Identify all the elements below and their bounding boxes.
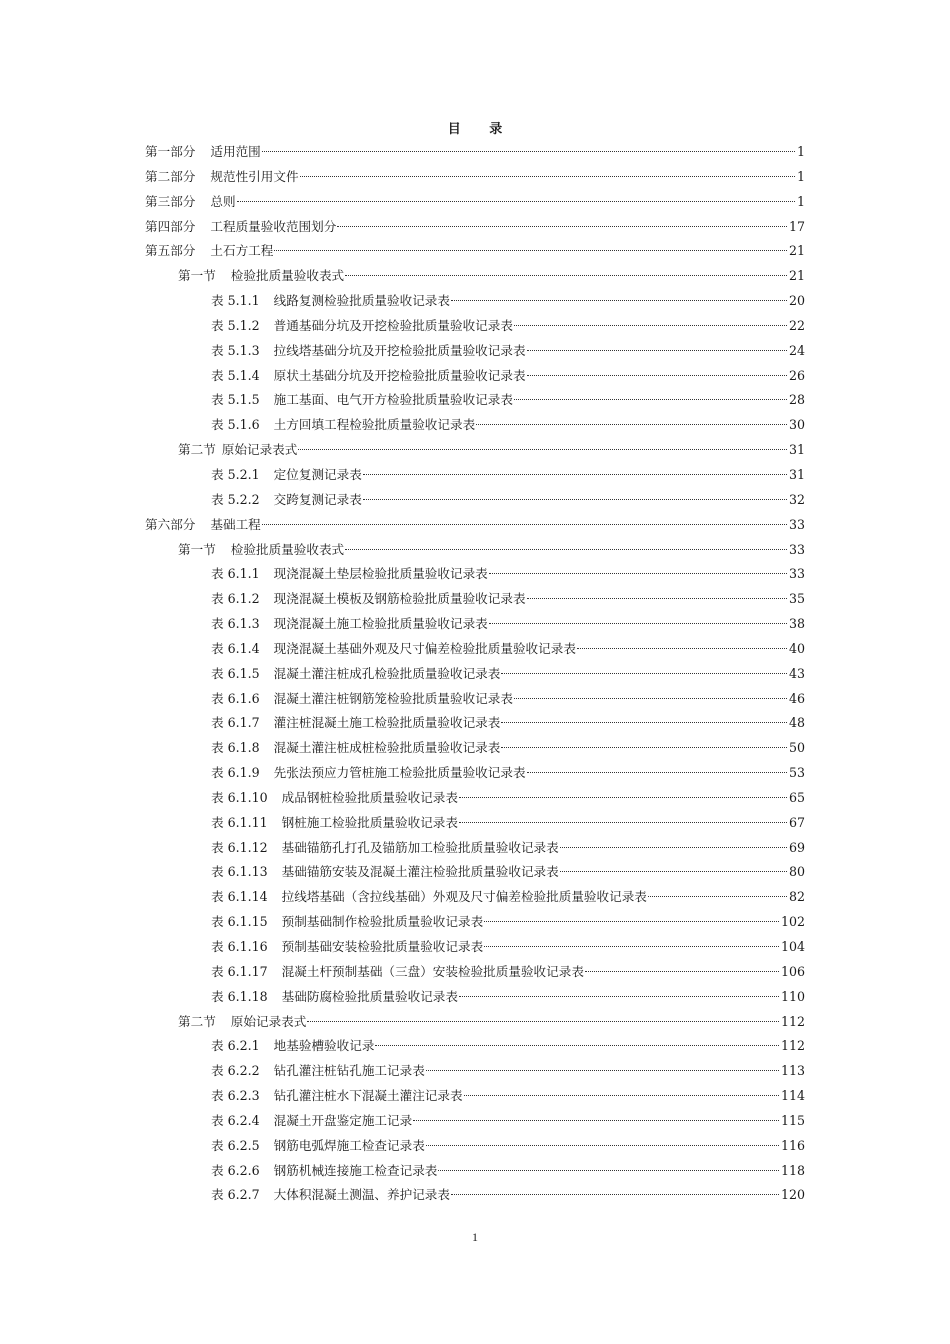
toc-entry[interactable]: [0, 388, 805, 413]
toc-entry[interactable]: [0, 513, 805, 538]
toc-entry-label: 先张法预应力管桩施工检验批质量验收记录表: [273, 765, 526, 781]
toc-entry[interactable]: [0, 339, 805, 364]
toc-entry-label: 交跨复测记录表: [273, 491, 362, 507]
toc-entry-label: 原始记录表式: [221, 442, 298, 458]
toc-entry-number: 表 5.1.4: [211, 367, 260, 383]
dot-leader: [262, 524, 787, 525]
dot-leader: [298, 449, 787, 450]
toc-entry-page: 1: [796, 193, 805, 209]
toc-entry-label: 钢筋电弧焊施工检查记录表: [273, 1137, 425, 1153]
dot-leader: [577, 648, 787, 649]
dot-leader: [438, 1170, 779, 1171]
toc-entry-page: 67: [788, 814, 805, 830]
toc-entry-page: 40: [788, 640, 805, 656]
toc-entry-page: 118: [780, 1162, 805, 1178]
dot-leader: [514, 698, 787, 699]
toc-entry-page: 43: [788, 665, 805, 681]
dot-leader: [648, 896, 787, 897]
toc-entry-page: 22: [788, 317, 805, 333]
toc-entry-number: 第二部分: [145, 168, 196, 184]
toc-entry-label: 灌注桩混凝土施工检验批质量验收记录表: [273, 715, 501, 731]
toc-entry[interactable]: [0, 463, 805, 488]
dot-leader: [337, 226, 787, 227]
toc-entry-page: 30: [788, 417, 805, 433]
toc-entry-page: 116: [780, 1137, 805, 1153]
toc-entry-page: 48: [788, 715, 805, 731]
toc-entry-label: 基础锚筋安装及混凝土灌注检验批质量验收记录表: [281, 864, 559, 880]
dot-leader: [527, 350, 787, 351]
toc-entry-label: 普通基础分坑及开挖检验批质量验收记录表: [273, 317, 513, 333]
toc-entry-number: 第二节: [178, 1013, 216, 1029]
toc-entry-label: 原状土基础分坑及开挖检验批质量验收记录表: [273, 367, 526, 383]
toc-entry[interactable]: [0, 836, 805, 861]
toc-entry-page: 31: [788, 442, 805, 458]
toc-entry-page: 21: [788, 268, 805, 284]
toc-entry-number: 第一节: [178, 268, 216, 284]
toc-entry-number: 表 6.2.5: [211, 1137, 260, 1153]
dot-leader: [489, 573, 787, 574]
toc-entry-page: 110: [780, 988, 805, 1004]
toc-entry-number: 表 6.1.15: [211, 914, 268, 930]
toc-entry-page: 114: [780, 1088, 805, 1104]
toc-entry-number: 表 5.1.6: [211, 417, 260, 433]
dot-leader: [514, 325, 787, 326]
toc-entry-number: 第六部分: [145, 516, 196, 532]
dot-leader: [585, 971, 779, 972]
toc-entry-label: 施工基面、电气开方检验批质量验收记录表: [273, 392, 513, 408]
toc-entry-label: 现浇混凝土施工检验批质量验收记录表: [273, 616, 488, 632]
toc-entry-page: 1: [796, 144, 805, 159]
dot-leader: [459, 822, 787, 823]
toc-entry-number: 表 6.2.6: [211, 1162, 260, 1178]
toc-entry-page: 46: [788, 690, 805, 706]
toc-entry-number: 表 6.1.6: [211, 690, 260, 706]
dot-leader: [527, 772, 787, 773]
toc-entry[interactable]: [0, 264, 805, 289]
toc-entry-page: 104: [780, 939, 805, 954]
toc-entry[interactable]: [0, 1134, 805, 1159]
toc-entry-page: 106: [780, 963, 805, 979]
toc-entry[interactable]: [0, 985, 805, 1010]
dot-leader: [363, 474, 787, 475]
toc-entry[interactable]: [0, 314, 805, 339]
toc-entry-page: 33: [788, 566, 805, 582]
toc-entry-number: 第五部分: [145, 243, 196, 259]
toc-entry-number: 表 6.1.17: [211, 963, 268, 979]
toc-entry-number: 表 5.2.1: [211, 466, 260, 482]
toc-entry[interactable]: [0, 687, 805, 712]
toc-entry-number: 表 6.1.2: [211, 591, 260, 607]
dot-leader: [484, 946, 779, 947]
toc-entry[interactable]: [0, 711, 805, 736]
toc-entry-number: 表 6.1.14: [211, 889, 268, 905]
toc-entry[interactable]: [0, 786, 805, 811]
toc-entry[interactable]: [0, 364, 805, 389]
toc-entry-label: 钢桩施工检验批质量验收记录表: [281, 814, 458, 830]
dot-leader: [560, 847, 787, 848]
toc-entry[interactable]: [0, 1034, 805, 1059]
toc-entry-number: 表 6.2.4: [211, 1112, 260, 1128]
toc-entry-number: 表 6.1.13: [211, 864, 268, 880]
toc-entry-label: 检验批质量验收表式: [230, 268, 345, 284]
dot-leader: [363, 499, 787, 500]
dot-leader: [413, 1120, 779, 1121]
toc-entry[interactable]: [0, 1109, 805, 1134]
dot-leader: [426, 1070, 779, 1071]
toc-entry[interactable]: [0, 910, 805, 935]
toc-entry[interactable]: [0, 1010, 805, 1035]
dot-leader: [489, 623, 787, 624]
toc-entry-page: 112: [780, 1038, 805, 1054]
toc-entry-page: 33: [788, 541, 805, 557]
toc-entry[interactable]: [0, 190, 805, 215]
dot-leader: [501, 673, 787, 674]
dot-leader: [262, 151, 795, 152]
toc-entry[interactable]: [0, 488, 805, 513]
toc-entry-number: 表 5.1.3: [211, 342, 260, 358]
toc-entry-number: 表 5.1.5: [211, 392, 260, 408]
toc-entry-number: 表 6.1.18: [211, 988, 268, 1004]
toc-entry-label: 地基验槽验收记录: [273, 1038, 375, 1054]
toc-entry-page: 53: [788, 765, 805, 781]
dot-leader: [345, 275, 787, 276]
toc-entry[interactable]: [0, 662, 805, 687]
toc-entry-page: 31: [788, 466, 805, 482]
toc-entry-number: 表 5.1.2: [211, 317, 260, 333]
toc-entry[interactable]: [0, 562, 805, 587]
toc-entry-page: 26: [788, 367, 805, 383]
toc-entry-label: 基础锚筋孔打孔及锚筋加工检验批质量验收记录表: [281, 839, 559, 855]
toc-entry[interactable]: [0, 1183, 805, 1208]
toc-entry-label: 工程质量验收范围划分: [210, 218, 337, 234]
dot-leader: [307, 1021, 779, 1022]
toc-entry[interactable]: [0, 587, 805, 612]
toc-entry-number: 表 6.1.8: [211, 740, 260, 756]
toc-entry-number: 表 6.1.12: [211, 839, 268, 855]
toc-entry[interactable]: [0, 612, 805, 637]
toc-entry-number: 表 6.2.1: [211, 1038, 260, 1054]
toc-entry-page: 32: [788, 491, 805, 507]
dot-leader: [560, 871, 787, 872]
toc-entry[interactable]: [0, 637, 805, 662]
toc-entry-page: 80: [788, 864, 805, 880]
toc-entry-number: 第三部分: [145, 193, 196, 209]
toc-entry-number: 表 6.1.9: [211, 765, 260, 781]
toc-entry-label: 混凝土灌注桩成孔检验批质量验收记录表: [273, 665, 501, 681]
dot-leader: [451, 300, 787, 301]
toc-entry[interactable]: [0, 960, 805, 985]
toc-entry-number: 表 6.1.7: [211, 715, 260, 731]
toc-entry-page: 20: [788, 293, 805, 309]
dot-leader: [476, 424, 787, 425]
toc-entry-page: 50: [788, 740, 805, 756]
toc-title: 目 录: [447, 122, 515, 137]
toc-entry-label: 拉线塔基础（含拉线基础）外观及尺寸偏差检验批质量验收记录表: [281, 889, 647, 905]
toc-entry-label: 拉线塔基础分坑及开挖检验批质量验收记录表: [273, 342, 526, 358]
toc-entry[interactable]: [0, 165, 805, 190]
toc-entry[interactable]: [0, 761, 805, 786]
toc-entry-number: 表 5.2.2: [211, 491, 260, 507]
toc-entry-page: 113: [780, 1063, 805, 1079]
toc-entry-label: 混凝土灌注桩成桩检验批质量验收记录表: [273, 740, 501, 756]
toc-entry-label: 线路复测检验批质量验收记录表: [273, 293, 450, 309]
toc-entry-label: 大体积混凝土测温、养护记录表: [273, 1187, 450, 1203]
dot-leader: [501, 747, 787, 748]
dot-leader: [464, 1095, 779, 1096]
page-number: 1: [472, 1230, 478, 1244]
toc-entry-label: 基础防腐检验批质量验收记录表: [281, 988, 458, 1004]
toc-entry-page: 17: [788, 218, 805, 234]
toc-entry-number: 表 6.1.1: [211, 566, 260, 582]
toc-entry[interactable]: [0, 1059, 805, 1084]
dot-leader: [345, 549, 787, 550]
toc-entry-label: 现浇混凝土模板及钢筋检验批质量验收记录表: [273, 591, 526, 607]
toc-entry-label: 土方回填工程检验批质量验收记录表: [273, 417, 476, 433]
toc-entry-label: 定位复测记录表: [273, 466, 362, 482]
toc-entry-label: 预制基础制作检验批质量验收记录表: [281, 914, 484, 930]
dot-leader: [451, 1194, 779, 1195]
toc-entry-number: 表 6.2.3: [211, 1088, 260, 1104]
toc-entry[interactable]: [0, 413, 805, 438]
toc-entry[interactable]: [0, 215, 805, 240]
toc-entry[interactable]: [0, 860, 805, 885]
toc-entry-number: 表 6.1.4: [211, 640, 260, 656]
dot-leader: [501, 722, 787, 723]
toc-entry-page: 38: [788, 616, 805, 632]
toc-entry-page: 112: [780, 1013, 805, 1029]
toc-entry[interactable]: [0, 935, 805, 960]
dot-leader: [514, 399, 787, 400]
toc-entry[interactable]: [0, 289, 805, 314]
toc-entry[interactable]: [0, 438, 805, 463]
toc-entry-page: 115: [780, 1112, 805, 1128]
toc-entry-number: 表 6.1.11: [211, 814, 268, 830]
toc-entry-label: 现浇混凝土垫层检验批质量验收记录表: [273, 566, 488, 582]
toc-entry-page: 24: [788, 342, 805, 358]
toc-entry-number: 第四部分: [145, 218, 196, 234]
dot-leader: [527, 598, 787, 599]
toc-entry[interactable]: [0, 538, 805, 563]
toc-entry-label: 钢筋机械连接施工检查记录表: [273, 1162, 438, 1178]
toc-entry-number: 表 5.1.1: [211, 293, 260, 309]
toc-entry-number: 表 6.1.16: [211, 939, 268, 954]
toc-entry-number: 第一节: [178, 541, 216, 557]
toc-entry[interactable]: [0, 811, 805, 836]
dot-leader: [375, 1045, 779, 1046]
dot-leader: [527, 375, 787, 376]
dot-leader: [274, 250, 787, 251]
toc-entry[interactable]: [0, 140, 805, 165]
toc-entry-number: 表 6.1.10: [211, 789, 268, 805]
toc-entry-number: 第二节: [178, 442, 216, 458]
toc-entry-page: 33: [788, 516, 805, 532]
dot-leader: [484, 921, 779, 922]
toc-entry[interactable]: [0, 1159, 805, 1184]
toc-entry-label: 成品钢桩检验批质量验收记录表: [281, 789, 458, 805]
toc-entry-label: 混凝土灌注桩钢筋笼检验批质量验收记录表: [273, 690, 513, 706]
toc-entry-label: 混凝土杆预制基础（三盘）安装检验批质量验收记录表: [281, 963, 584, 979]
toc-entry-label: 适用范围: [210, 144, 261, 159]
toc-entry-label: 原始记录表式: [230, 1013, 307, 1029]
toc-entry-page: 1: [796, 168, 805, 184]
toc-entry-number: 表 6.1.3: [211, 616, 260, 632]
toc-entry-label: 土石方工程: [210, 243, 274, 259]
toc-entry-page: 21: [788, 243, 805, 259]
dot-leader: [426, 1145, 779, 1146]
toc-entry-page: 69: [788, 839, 805, 855]
toc-entry-page: 120: [780, 1187, 805, 1203]
toc-entry-page: 102: [780, 914, 805, 930]
toc-entry-page: 82: [788, 889, 805, 905]
dot-leader: [237, 201, 795, 202]
toc-entry-label: 混凝土开盘鉴定施工记录: [273, 1112, 413, 1128]
toc-entry-label: 预制基础安装检验批质量验收记录表: [281, 939, 484, 954]
toc-entry[interactable]: [0, 1084, 805, 1109]
toc-entry-label: 现浇混凝土基础外观及尺寸偏差检验批质量验收记录表: [273, 640, 576, 656]
toc-entry-number: 第一部分: [145, 144, 196, 159]
toc-entry-page: 28: [788, 392, 805, 408]
toc-entry-number: 表 6.2.7: [211, 1187, 260, 1203]
toc-entry-label: 钻孔灌注桩水下混凝土灌注记录表: [273, 1088, 463, 1104]
toc-entry[interactable]: [0, 885, 805, 910]
table-of-contents: [0, 140, 950, 1208]
toc-entry-label: 检验批质量验收表式: [230, 541, 345, 557]
toc-entry-label: 总则: [210, 193, 236, 209]
toc-entry-label: 规范性引用文件: [210, 168, 299, 184]
dot-leader: [459, 797, 787, 798]
toc-entry-page: 35: [788, 591, 805, 607]
dot-leader: [459, 996, 779, 997]
toc-entry-label: 钻孔灌注桩钻孔施工记录表: [273, 1063, 425, 1079]
dot-leader: [300, 176, 795, 177]
toc-entry-label: 基础工程: [210, 516, 261, 532]
toc-entry-number: 表 6.1.5: [211, 665, 260, 681]
toc-entry[interactable]: [0, 239, 805, 264]
toc-entry[interactable]: [0, 736, 805, 761]
toc-entry-number: 表 6.2.2: [211, 1063, 260, 1079]
toc-entry-page: 65: [788, 789, 805, 805]
